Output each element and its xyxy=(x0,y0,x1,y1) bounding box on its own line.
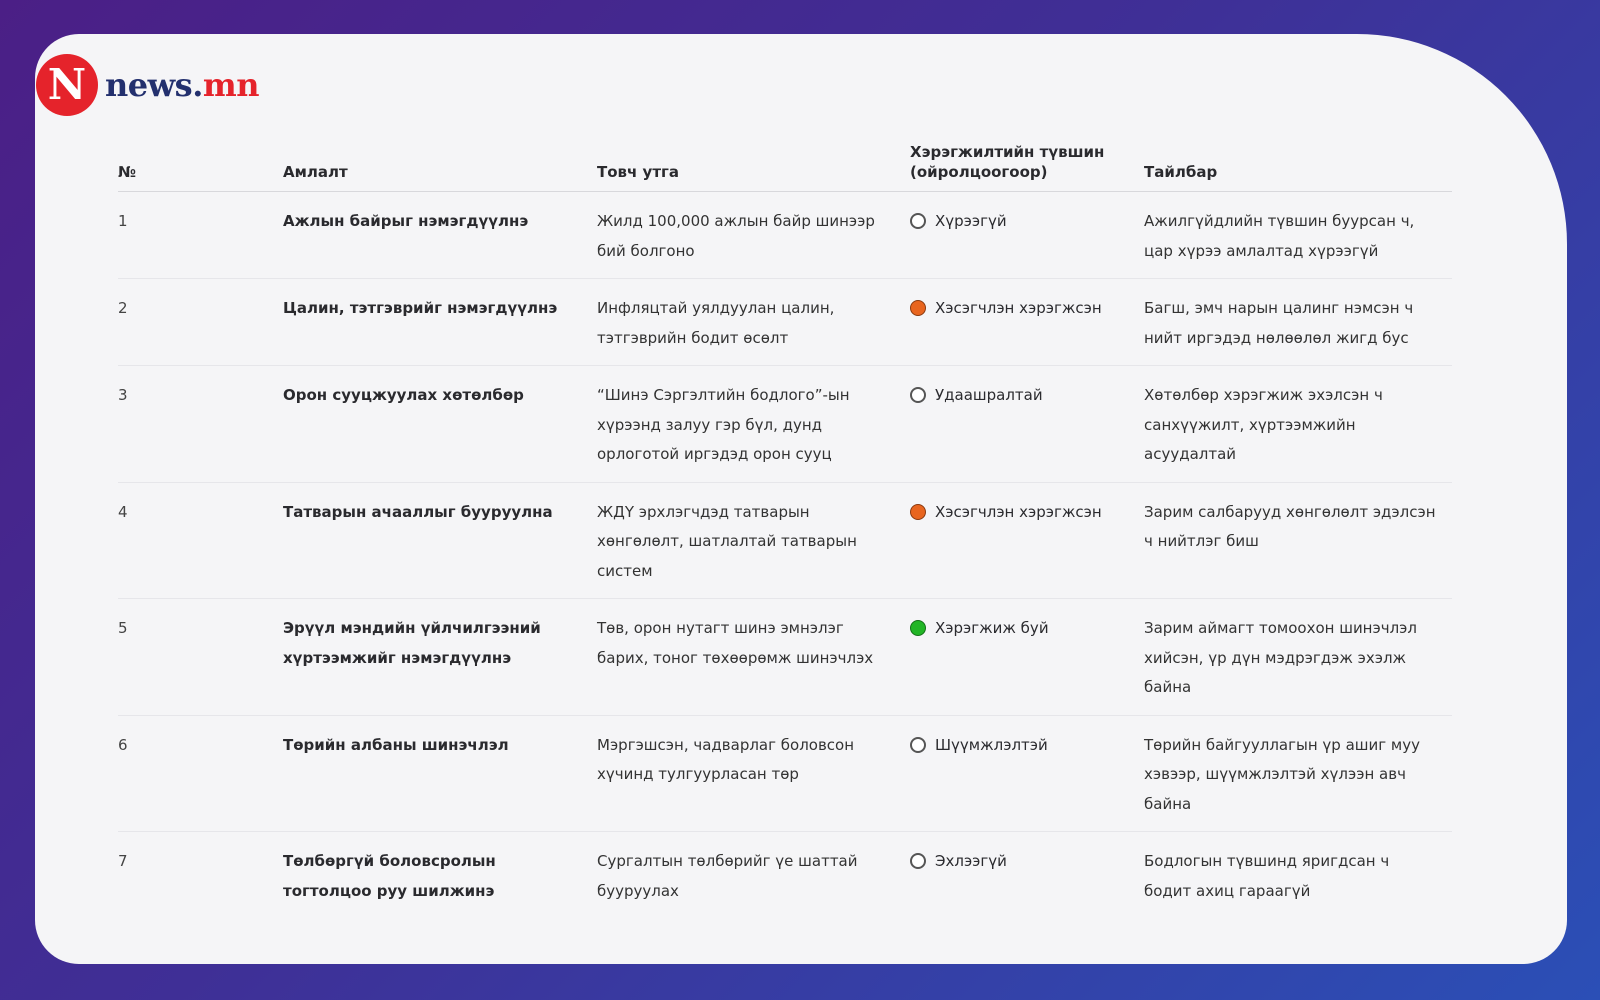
row-status-cell xyxy=(910,192,1144,279)
row-summary: Сургалтын төлбөрийг үе шаттай бууруулах xyxy=(597,852,858,900)
table-row xyxy=(118,366,1452,483)
row-promise: Цалин, тэтгэврийг нэмэгдүүлнэ xyxy=(283,279,597,366)
header-number: № xyxy=(118,140,283,192)
row-note: Зарим салбарууд хөнгөлөлт эдэлсэн ч нийтлэг биш xyxy=(1144,482,1452,599)
row-promise: Төлбөргүй боловсролын тогтолцоо руу шилжинэ xyxy=(283,852,496,900)
row-summary: “Шинэ Сэргэлтийн бодлого”-ын хүрээнд залуу гэр бүл, дунд орлоготой иргэдэд орон сууц xyxy=(597,366,910,483)
row-promise: Ажлын байрыг нэмэгдүүлнэ xyxy=(283,192,597,279)
empty-circle-icon xyxy=(910,853,926,869)
status-label: Шүүмжлэлтэй xyxy=(935,735,1048,754)
table-row xyxy=(118,192,1452,279)
row-promise: Эрүүл мэндийн үйлчилгээний хүртээмжийг нэмэгдүүлнэ xyxy=(283,599,597,716)
logo-name-part1: news. xyxy=(105,66,203,104)
row-status-cell xyxy=(910,482,1144,599)
status-indicator xyxy=(910,207,1132,237)
status-label: Хүрээгүй xyxy=(935,212,1007,230)
status-indicator xyxy=(910,614,1132,644)
empty-circle-icon xyxy=(910,387,926,403)
news-mn-logo[interactable] xyxy=(36,53,259,117)
row-summary: Төв, орон нутагт шинэ эмнэлэг барих, тоног төхөөрөмж шинэчлэх xyxy=(597,599,910,716)
row-number: 6 xyxy=(118,715,283,832)
row-status-cell xyxy=(910,715,1144,832)
green-circle-icon xyxy=(910,620,926,636)
table-row xyxy=(118,279,1452,366)
row-summary: Мэргэшсэн, чадварлаг боловсон хүчинд тулгуурласан төр xyxy=(597,715,910,832)
table-row xyxy=(118,482,1452,599)
status-label: Эхлээгүй xyxy=(935,852,1007,870)
row-note: Бодлогын түвшинд яригдсан ч бодит ахиц гараагүй xyxy=(1144,852,1390,900)
empty-circle-icon xyxy=(910,213,926,229)
orange-circle-icon xyxy=(910,504,926,520)
logo-badge-letter: N xyxy=(47,60,87,109)
row-number: 4 xyxy=(118,482,283,599)
row-status-cell xyxy=(910,832,1144,919)
row-number: 1 xyxy=(118,192,283,279)
row-note: Зарим аймагт томоохон шинэчлэл хийсэн, үр дүн мэдрэгдэж эхэлж байна xyxy=(1144,599,1452,716)
table-row xyxy=(118,715,1452,832)
row-summary: ЖДҮ эрхлэгчдэд татварын хөнгөлөлт, шатлалтай татварын систем xyxy=(597,482,910,599)
empty-circle-icon xyxy=(910,737,926,753)
row-number: 7 xyxy=(118,852,128,870)
row-note: Багш, эмч нарын цалинг нэмсэн ч нийт иргэдэд нөлөөлөл жигд бус xyxy=(1144,279,1452,366)
table-header-row xyxy=(118,140,1452,192)
status-label: Хэсэгчлэн хэрэгжсэн xyxy=(935,502,1102,521)
logo-badge-icon xyxy=(36,54,98,116)
status-label: Удаашралтай xyxy=(935,386,1043,404)
row-number: 5 xyxy=(118,599,283,716)
status-indicator xyxy=(910,731,1132,761)
status-indicator xyxy=(910,498,1132,528)
status-label: Хэсэгчлэн хэрэгжсэн xyxy=(935,299,1102,317)
status-indicator xyxy=(910,294,1132,324)
row-summary: Инфляцтай уялдуулан цалин, тэтгэврийн бодит өсөлт xyxy=(597,279,910,366)
status-indicator xyxy=(910,381,1132,411)
table-row xyxy=(118,832,1452,919)
row-status-cell xyxy=(910,366,1144,483)
promises-table xyxy=(118,140,1452,918)
logo-wordmark xyxy=(105,66,259,104)
header-level: Хэрэгжилтийн түвшин (ойролцоогоор) xyxy=(910,140,1144,192)
row-note: Хөтөлбөр хэрэгжиж эхэлсэн ч санхүүжилт, хүртээмжийн асуудалтай xyxy=(1144,366,1452,483)
row-promise: Орон сууцжуулах хөтөлбөр xyxy=(283,366,597,483)
header-note: Тайлбар xyxy=(1144,140,1452,192)
status-indicator xyxy=(910,847,1132,877)
row-note: Төрийн байгууллагын үр ашиг муу хэвээр, шүүмжлэлтэй хүлээн авч байна xyxy=(1144,715,1452,832)
row-status-cell xyxy=(910,279,1144,366)
row-number: 3 xyxy=(118,366,283,483)
table-body xyxy=(118,192,1452,919)
header-promise: Амлалт xyxy=(283,140,597,192)
orange-circle-icon xyxy=(910,300,926,316)
row-promise: Төрийн албаны шинэчлэл xyxy=(283,715,597,832)
row-promise: Татварын ачааллыг бууруулна xyxy=(283,482,597,599)
promises-table-container xyxy=(118,140,1452,918)
logo-name-part2: mn xyxy=(202,66,259,104)
row-note: Ажилгүйдлийн түвшин буурсан ч, цар хүрээ амлалтад хүрээгүй xyxy=(1144,192,1452,279)
header-summary: Товч утга xyxy=(597,140,910,192)
row-number: 2 xyxy=(118,279,283,366)
status-label: Хэрэгжиж буй xyxy=(935,619,1049,637)
row-summary: Жилд 100,000 ажлын байр шинээр бий болгоно xyxy=(597,192,910,279)
table-row xyxy=(118,599,1452,716)
row-status-cell xyxy=(910,599,1144,716)
